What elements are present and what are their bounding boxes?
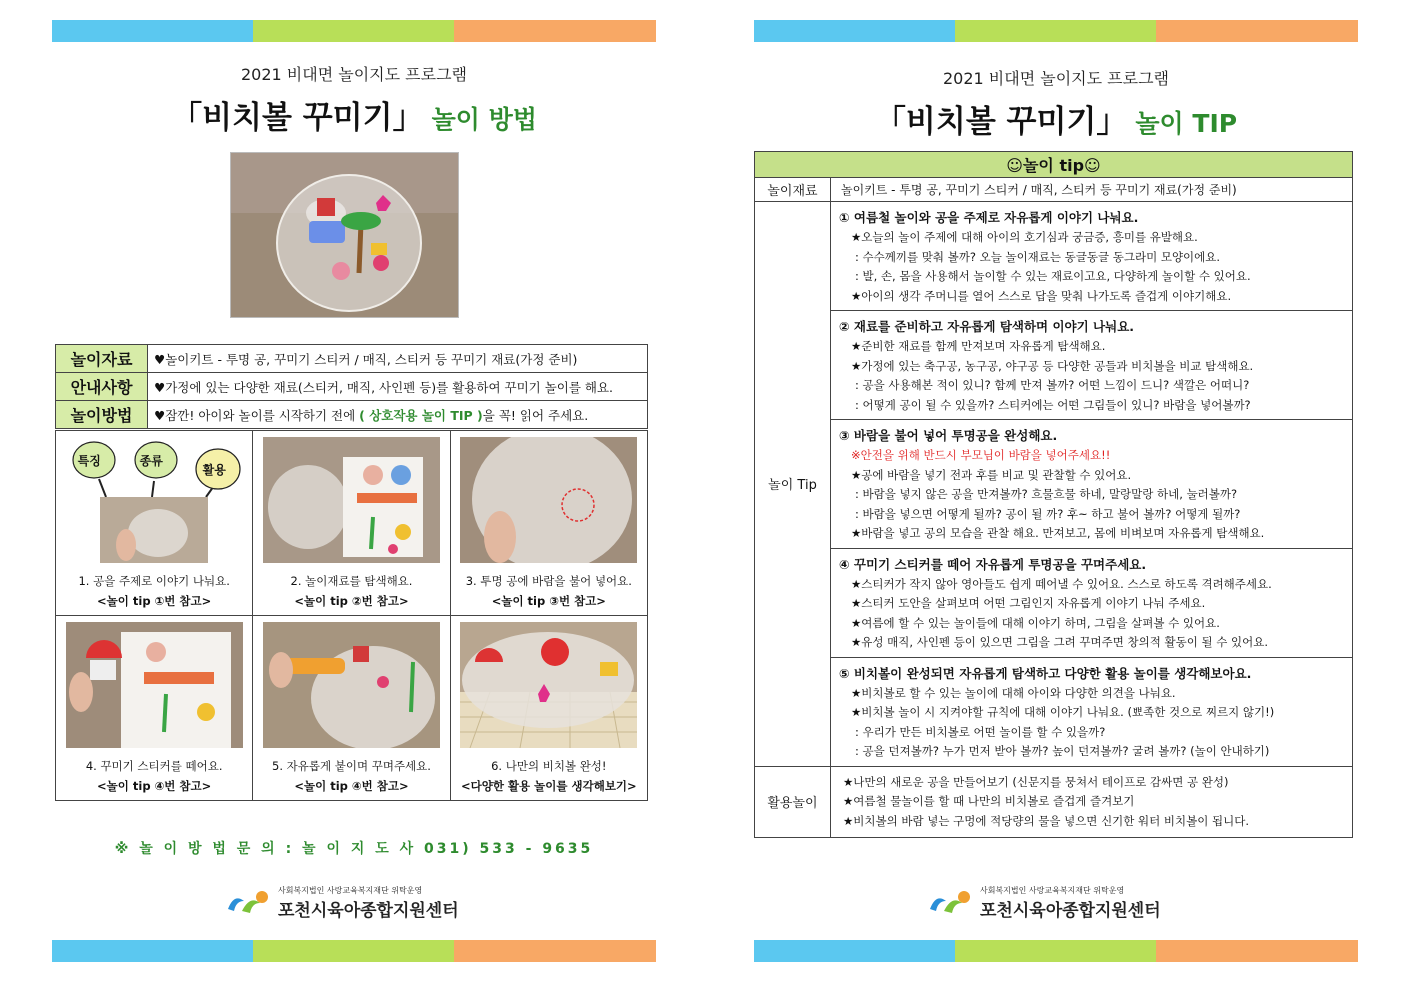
info-text: ♥놀이키트 - 투명 공, 꾸미기 스티커 / 매직, 스티커 등 꾸미기 재료(가정 준비) bbox=[148, 345, 648, 373]
step-cell bbox=[253, 616, 450, 801]
step-2-image bbox=[263, 437, 440, 563]
tip-line: ★오늘의 놀이 주제에 대해 아이의 호기심과 궁금증, 흥미를 유발해요. bbox=[851, 230, 1198, 244]
tip-heading: ④ 꾸미기 스티커를 떼어 자유롭게 투명공을 꾸며주세요. bbox=[839, 556, 1147, 572]
bubble-label: 종류 bbox=[139, 454, 163, 468]
tip-line: : 공을 사용해본 적이 있니? 함께 만져 볼까? 어떤 느낌이 드니? 색깔은 어떠니? bbox=[855, 378, 1250, 392]
tip-heading: ② 재료를 준비하고 자유롭게 탐색하며 이야기 나눠요. bbox=[839, 319, 1135, 334]
page-title bbox=[52, 92, 656, 137]
material-text: 놀이키트 - 투명 공, 꾸미기 스티커 / 매직, 스티커 등 꾸미기 재료(가정 준비) bbox=[831, 178, 1353, 202]
info-text-after: 을 꼭! 읽어 주세요. bbox=[482, 407, 589, 423]
tip-line: ★바람을 넣고 공의 모습을 관찰 해요. 만져보고, 몸에 비벼보며 자유롭게 탐색해요. bbox=[851, 526, 1265, 540]
tip-line: : 발, 손, 몸을 사용해서 놀이할 수 있는 재료이고요, 다양하게 놀이할 수 있어요. bbox=[855, 269, 1251, 283]
tip-sections bbox=[831, 202, 1353, 767]
center-logo-icon bbox=[224, 889, 272, 917]
org-name: 포천시육아종합지원센터 bbox=[278, 901, 459, 921]
org-name: 포천시육아종합지원센터 bbox=[980, 901, 1161, 921]
step-ref: <놀이 tip ①번 참고> bbox=[97, 594, 212, 608]
step-3-image bbox=[460, 437, 637, 563]
tip-line: ★스티커가 작지 않아 영아들도 쉽게 떼어낼 수 있어요. 스스로 하도록 격려해주세요. bbox=[851, 576, 1272, 591]
step-ref: <놀이 tip ②번 참고> bbox=[294, 594, 409, 608]
step-ref: <놀이 tip ④번 참고> bbox=[294, 779, 409, 793]
color-bar-top bbox=[754, 20, 1358, 42]
left-page bbox=[52, 0, 656, 992]
footer-logo bbox=[224, 885, 459, 921]
info-row bbox=[56, 373, 648, 401]
step-cell bbox=[56, 616, 253, 801]
tip-line: : 수수께끼를 맞춰 볼까? 오늘 놀이재료는 동글동글 동그라미 모양이에요. bbox=[855, 249, 1221, 264]
info-label: 놀이방법 bbox=[56, 401, 148, 429]
tip-table bbox=[754, 151, 1353, 838]
tip-section bbox=[831, 549, 1352, 658]
color-bar-top bbox=[52, 20, 656, 42]
right-page bbox=[754, 0, 1358, 992]
tip-line: ★비치볼로 할 수 있는 놀이에 대해 아이와 다양한 의견을 나눠요. bbox=[851, 685, 1176, 700]
page-title bbox=[754, 96, 1358, 141]
tip-line: : 공을 던져볼까? 누가 먼저 받아 볼까? 높이 던져볼까? 굴려 볼까? (놀이 안내하기) bbox=[855, 744, 1270, 758]
step-1-image bbox=[66, 437, 243, 563]
tip-heading: ⑤ 비치볼이 완성되면 자유롭게 탐색하고 다양한 활용 놀이를 생각해보아요. bbox=[839, 665, 1252, 681]
program-subtitle: 2021 비대면 놀이지도 프로그램 bbox=[241, 65, 467, 84]
beach-ball-photo bbox=[230, 152, 459, 318]
ext-label: 활용놀이 bbox=[755, 766, 831, 838]
tip-line: : 우리가 만든 비치볼로 어떤 놀이를 할 수 있을까? bbox=[855, 724, 1106, 739]
info-text: ♥가정에 있는 다양한 재료(스티커, 매직, 사인펜 등)를 활용하여 꾸미기 놀이를 해요. bbox=[148, 373, 648, 401]
ext-cell bbox=[831, 766, 1353, 838]
info-text-before: ♥잠깐! 아이와 놀이를 시작하기 전에 bbox=[154, 407, 360, 423]
info-label: 안내사항 bbox=[56, 373, 148, 401]
step-cell bbox=[253, 431, 450, 616]
tip-line: ★아이의 생각 주머니를 열어 스스로 답을 맞춰 나가도록 즐겁게 이야기해요. bbox=[851, 288, 1232, 303]
title-suffix: 놀이 TIP bbox=[1135, 109, 1238, 138]
tip-section bbox=[831, 658, 1352, 766]
ext-line: ★여름철 물놀이를 할 때 나만의 비치볼로 즐겁게 즐겨보기 bbox=[843, 794, 1135, 808]
tip-line: ★유성 매직, 사인펜 등이 있으면 그림을 그려 꾸며주면 창의적 활동이 될 수 있어요. bbox=[851, 635, 1268, 649]
contact-info: ※ 놀 이 방 법 문 의 : 놀 이 지 도 사 031) 533 - 9635 bbox=[114, 841, 594, 857]
org-small: 사회복지법인 사랑교육복지재단 위탁운영 bbox=[278, 886, 423, 895]
step-text: 1. 공을 주제로 이야기 나눠요. bbox=[78, 574, 230, 588]
step-text: 6. 나만의 비치볼 완성! bbox=[491, 759, 607, 773]
tip-line: ★가정에 있는 축구공, 농구공, 야구공 등 다양한 공들과 비치볼을 비교 탐색해요. bbox=[851, 358, 1254, 373]
step-5-image bbox=[263, 622, 440, 748]
step-text: 3. 투명 공에 바람을 불어 넣어요. bbox=[465, 574, 632, 588]
footer-logo bbox=[926, 885, 1161, 921]
step-ref: <놀이 tip ④번 참고> bbox=[97, 779, 212, 793]
step-4-image bbox=[66, 622, 243, 748]
step-ref: <놀이 tip ③번 참고> bbox=[491, 594, 606, 608]
tip-line: : 어떻게 공이 될 수 있을까? 스티커에는 어떤 그림들이 있니? 바람을 넣어볼까? bbox=[855, 397, 1251, 412]
steps-grid bbox=[55, 430, 648, 801]
tip-line: ★여름에 할 수 있는 놀이들에 대해 이야기 하며, 그림을 살펴볼 수 있어요. bbox=[851, 615, 1220, 630]
tip-section bbox=[831, 420, 1352, 549]
tip-line: ★스티커 도안을 살펴보며 어떤 그림인지 자유롭게 이야기 나눠 주세요. bbox=[851, 596, 1206, 610]
step-caption bbox=[451, 571, 647, 611]
tip-line: ★비치볼 놀이 시 지켜야할 규칙에 대해 이야기 나눠요. (뾰족한 것으로 찌르지 않기!) bbox=[851, 705, 1275, 719]
step-text: 2. 놀이재료를 탐색해요. bbox=[290, 574, 413, 588]
info-row bbox=[56, 345, 648, 373]
tip-highlight: ( 상호작용 놀이 TIP ) bbox=[359, 407, 483, 423]
title-main: 「비치볼 꾸미기」 bbox=[874, 104, 1128, 140]
title-main: 「비치볼 꾸미기」 bbox=[171, 100, 424, 136]
info-text bbox=[148, 401, 648, 429]
step-caption bbox=[56, 571, 252, 611]
program-subtitle: 2021 비대면 놀이지도 프로그램 bbox=[943, 69, 1169, 88]
bubble-label: 특징 bbox=[77, 454, 101, 468]
ext-line: ★나만의 새로운 공을 만들어보기 (신문지를 뭉쳐서 테이프로 감싸면 공 완성) bbox=[843, 774, 1229, 789]
info-table bbox=[55, 344, 648, 429]
info-label: 놀이자료 bbox=[56, 345, 148, 373]
step-caption bbox=[253, 571, 449, 611]
step-caption bbox=[56, 756, 252, 796]
step-ref: <다양한 활용 놀이를 생각해보기> bbox=[460, 779, 637, 793]
center-logo-icon bbox=[926, 889, 974, 917]
tip-heading: ③ 바람을 불어 넣어 투명공을 완성해요. bbox=[839, 428, 1058, 443]
step-cell bbox=[450, 616, 647, 801]
title-suffix: 놀이 방법 bbox=[431, 105, 537, 134]
org-small: 사회복지법인 사랑교육복지재단 위탁운영 bbox=[980, 886, 1125, 895]
material-label: 놀이재료 bbox=[755, 178, 831, 202]
step-cell bbox=[56, 431, 253, 616]
info-row bbox=[56, 401, 648, 429]
step-text: 5. 자유롭게 붙이며 꾸며주세요. bbox=[272, 759, 431, 773]
step-cell bbox=[450, 431, 647, 616]
step-text: 4. 꾸미기 스티커를 떼어요. bbox=[85, 759, 223, 773]
tip-section bbox=[831, 311, 1352, 420]
color-bar-bottom bbox=[754, 940, 1358, 962]
tip-line: : 바람을 넣지 않은 공을 만져볼까? 흐물흐물 하네, 말랑말랑 하네, 눌러볼까? bbox=[855, 487, 1238, 501]
tip-line: ★준비한 재료를 함께 만져보며 자유롭게 탐색해요. bbox=[851, 339, 1106, 353]
tip-table-header: ☺놀이 tip☺ bbox=[755, 152, 1353, 178]
tip-line: : 바람을 넣으면 어떻게 될까? 공이 될 까? 후~ 하고 불어 볼까? 어떻게 될까? bbox=[855, 506, 1241, 521]
tip-line: ★공에 바람을 넣기 전과 후를 비교 및 관찰할 수 있어요. bbox=[851, 467, 1132, 482]
tip-heading: ① 여름철 놀이와 공을 주제로 자유롭게 이야기 나눠요. bbox=[839, 210, 1139, 225]
safety-warning: ※안전을 위해 반드시 부모님이 바람을 넣어주세요!! bbox=[851, 448, 1111, 462]
color-bar-bottom bbox=[52, 940, 656, 962]
ext-line: ★비치볼의 바람 넣는 구멍에 적당량의 물을 넣으면 신기한 워터 비치볼이 됩니다. bbox=[843, 813, 1250, 828]
step-caption bbox=[253, 756, 449, 796]
tip-section bbox=[831, 202, 1352, 311]
tip-label: 놀이 Tip bbox=[755, 202, 831, 767]
step-6-image bbox=[460, 622, 637, 748]
bubble-label: 활용 bbox=[202, 463, 226, 477]
step-caption bbox=[451, 756, 647, 796]
